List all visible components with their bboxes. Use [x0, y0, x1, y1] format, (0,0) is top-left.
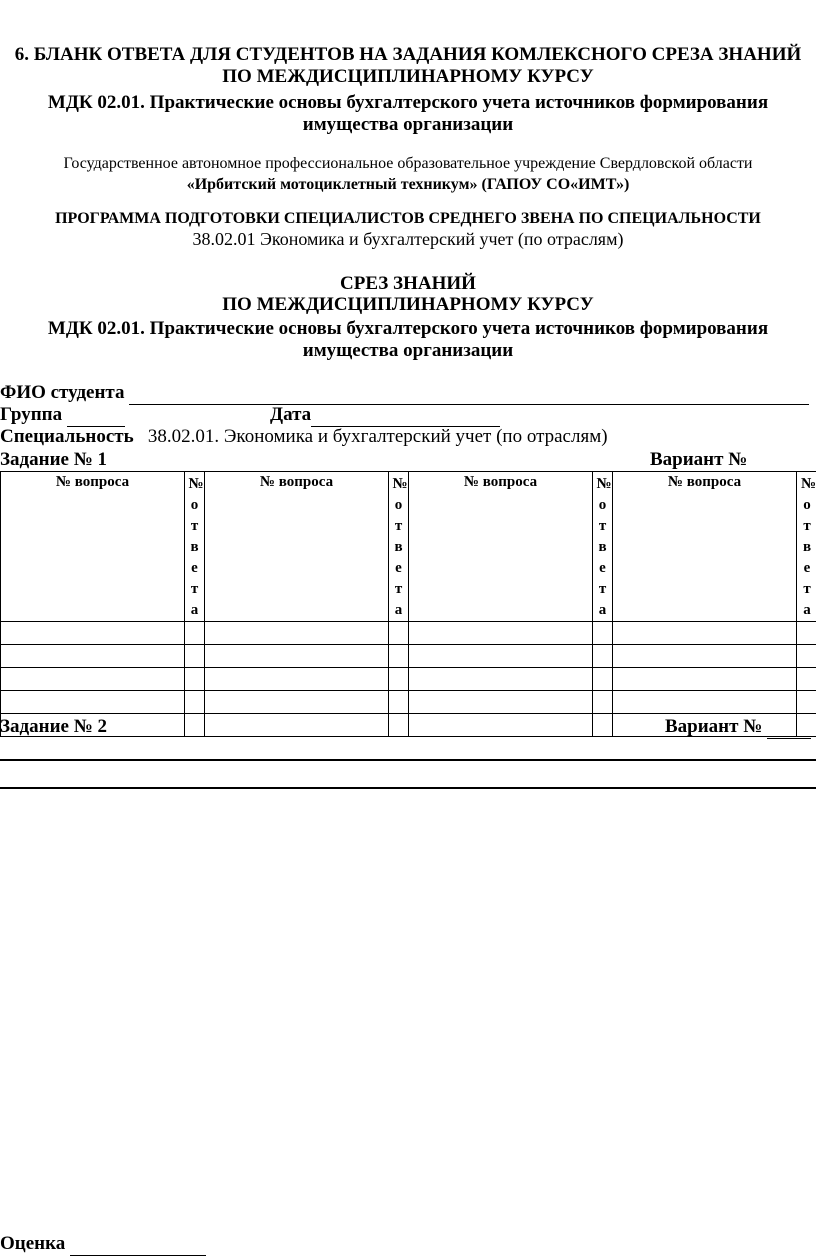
question-cell[interactable]	[1, 691, 185, 714]
variant1-label: Вариант №	[650, 449, 747, 470]
answer-number-header: № ответа	[797, 472, 816, 622]
answer-cell[interactable]	[389, 691, 409, 714]
specialty-row	[0, 426, 608, 448]
program-title: ПРОГРАММА ПОДГОТОВКИ СПЕЦИАЛИСТОВ СРЕДНЕГО ЗВЕНА ПО СПЕЦИАЛЬНОСТИ	[0, 210, 816, 228]
specialty-value: 38.02.01. Экономика и бухгалтерский учет (по отраслям)	[148, 426, 608, 447]
answer-cell[interactable]	[593, 691, 613, 714]
date-label: Дата	[270, 404, 311, 425]
question-cell[interactable]	[1, 668, 185, 691]
answer-cell[interactable]	[593, 714, 613, 737]
student-name-label: ФИО студента	[0, 382, 125, 403]
question-cell[interactable]	[409, 714, 593, 737]
table-header-row	[1, 472, 816, 622]
variant1-row	[650, 449, 809, 472]
section-line-3: МДК 02.01. Практические основы бухгалтерского учета источников формирования	[0, 318, 816, 340]
student-name-field[interactable]	[129, 382, 809, 405]
header-line-4: имущества организации	[0, 114, 816, 136]
question-cell[interactable]	[613, 668, 797, 691]
header-line-2: ПО МЕЖДИСЦИПЛИНАРНОМУ КУРСУ	[0, 66, 816, 88]
question-cell[interactable]	[409, 668, 593, 691]
answer-cell[interactable]	[185, 645, 205, 668]
question-cell[interactable]	[409, 622, 593, 645]
group-label: Группа	[0, 404, 62, 425]
answer-cell[interactable]	[797, 691, 816, 714]
question-number-header: № вопроса	[1, 472, 185, 622]
group-field[interactable]	[67, 404, 125, 427]
section-line-2: ПО МЕЖДИСЦИПЛИНАРНОМУ КУРСУ	[0, 294, 816, 316]
question-number-header: № вопроса	[205, 472, 389, 622]
question-number-header: № вопроса	[613, 472, 797, 622]
header-line-3: МДК 02.01. Практические основы бухгалтерского учета источников формирования	[0, 92, 816, 114]
answer-cell[interactable]	[389, 645, 409, 668]
answer-cell[interactable]	[185, 691, 205, 714]
question-cell[interactable]	[1, 645, 185, 668]
institution-line-1: Государственное автономное профессиональное образовательное учреждение Свердловской области	[0, 155, 816, 173]
answer-cell[interactable]	[185, 622, 205, 645]
variant1-field[interactable]	[747, 449, 809, 472]
question-cell[interactable]	[205, 691, 389, 714]
grade-row	[0, 1233, 206, 1256]
task2-label: Задание № 2	[0, 716, 107, 738]
table-row	[1, 691, 816, 714]
answer-cell[interactable]	[389, 622, 409, 645]
answer-cell[interactable]	[797, 645, 816, 668]
student-name-row	[0, 382, 809, 405]
variant2-label: Вариант №	[665, 716, 762, 737]
question-cell[interactable]	[613, 622, 797, 645]
table-row	[1, 668, 816, 691]
grade-label: Оценка	[0, 1233, 65, 1254]
program-specialty: 38.02.01 Экономика и бухгалтерский учет (по отраслям)	[0, 229, 816, 250]
answer-table	[0, 471, 816, 737]
answer-cell[interactable]	[185, 714, 205, 737]
variant2-row	[665, 716, 811, 739]
task1-label: Задание № 1	[0, 449, 107, 471]
answer-cell[interactable]	[593, 645, 613, 668]
table-row	[1, 622, 816, 645]
answer-line[interactable]	[0, 787, 816, 789]
section-line-1: СРЕЗ ЗНАНИЙ	[0, 273, 816, 295]
question-cell[interactable]	[409, 691, 593, 714]
institution-line-2: «Ирбитский мотоциклетный техникум» (ГАПОУ СО«ИМТ»)	[0, 176, 816, 194]
group-row	[0, 404, 125, 427]
date-row	[270, 404, 500, 427]
question-cell[interactable]	[409, 645, 593, 668]
variant2-field[interactable]	[767, 716, 811, 739]
answer-number-header: № ответа	[389, 472, 409, 622]
question-cell[interactable]	[1, 622, 185, 645]
answer-cell[interactable]	[593, 622, 613, 645]
grade-field[interactable]	[70, 1233, 206, 1256]
answer-cell[interactable]	[593, 668, 613, 691]
question-cell[interactable]	[205, 668, 389, 691]
specialty-label: Специальность	[0, 426, 134, 447]
answer-cell[interactable]	[389, 668, 409, 691]
answer-number-header: № ответа	[185, 472, 205, 622]
question-cell[interactable]	[205, 622, 389, 645]
date-field[interactable]	[311, 404, 500, 427]
question-cell[interactable]	[205, 645, 389, 668]
answer-cell[interactable]	[797, 668, 816, 691]
answer-cell[interactable]	[797, 622, 816, 645]
answer-cell[interactable]	[185, 668, 205, 691]
header-line-1: 6. БЛАНК ОТВЕТА ДЛЯ СТУДЕНТОВ НА ЗАДАНИЯ КОМЛЕКСНОГО СРЕЗА ЗНАНИЙ	[0, 44, 816, 66]
question-cell[interactable]	[613, 645, 797, 668]
question-cell[interactable]	[613, 691, 797, 714]
question-number-header: № вопроса	[409, 472, 593, 622]
answer-cell[interactable]	[389, 714, 409, 737]
table-row	[1, 645, 816, 668]
answer-line[interactable]	[0, 759, 816, 761]
section-line-4: имущества организации	[0, 340, 816, 362]
answer-number-header: № ответа	[593, 472, 613, 622]
question-cell[interactable]	[205, 714, 389, 737]
